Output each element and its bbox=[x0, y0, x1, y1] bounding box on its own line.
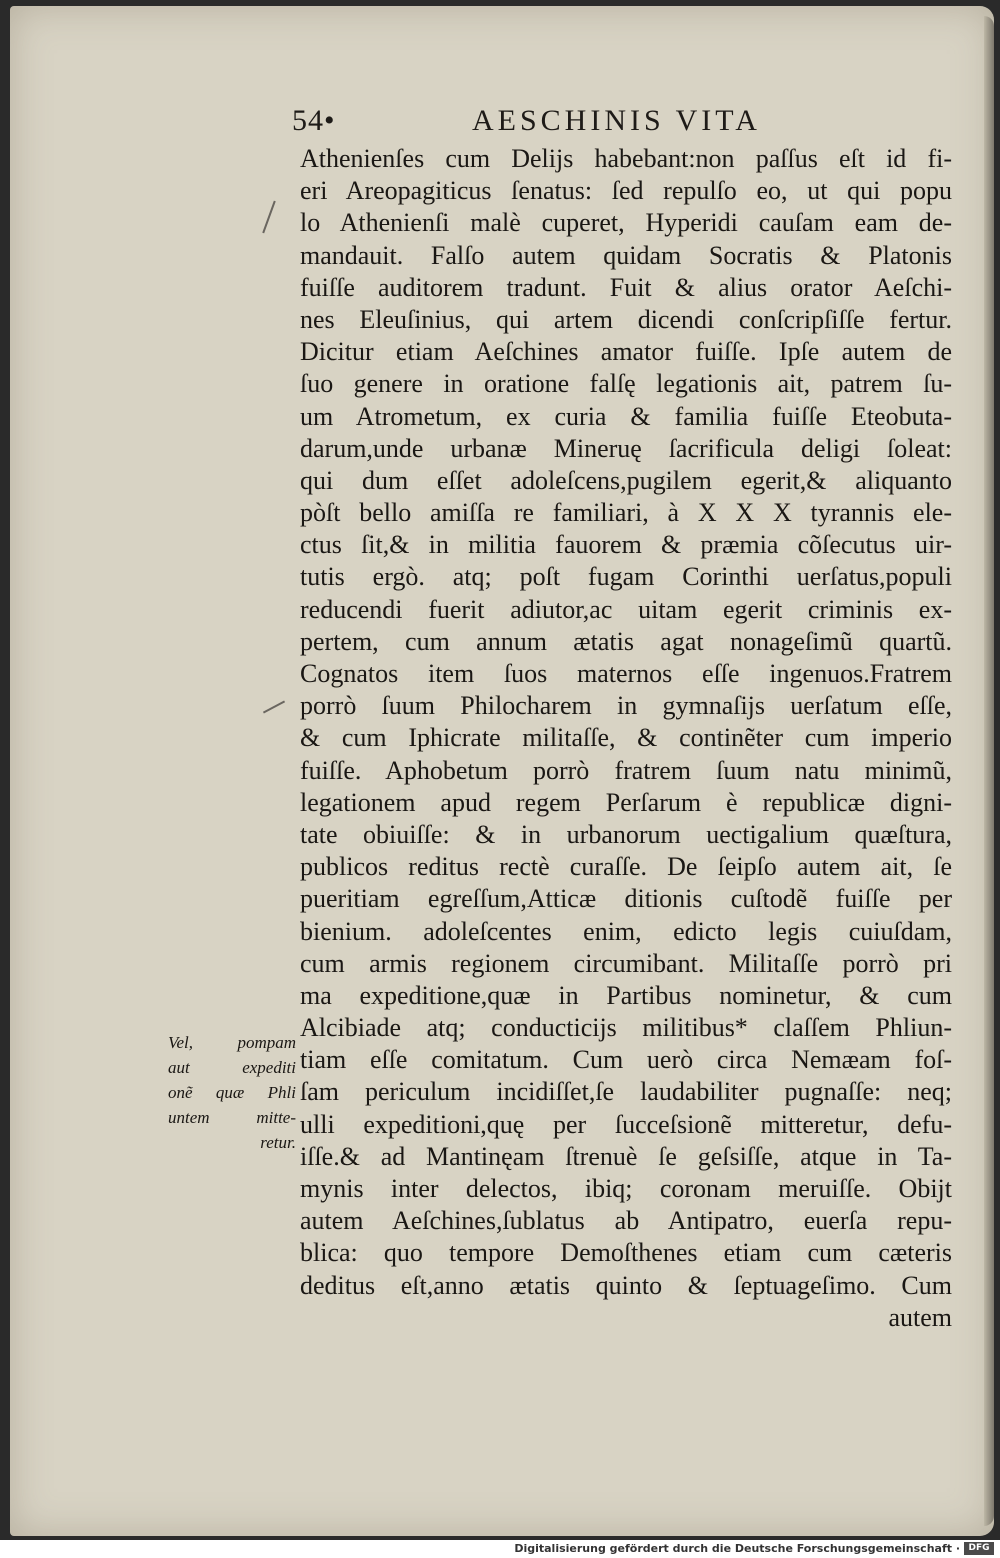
text-line: autem Aeſchines,ſublatus ab Antipatro, euerſa repu- bbox=[300, 1206, 952, 1236]
text-line: mandauit. Falſo autem quidam Socratis & Platonis bbox=[300, 240, 952, 270]
running-title: AESCHINIS VITA bbox=[472, 104, 761, 137]
text-line: ulli expeditioni,quę per ſucceſsionẽ mitteretur, defu- bbox=[300, 1109, 952, 1139]
text-line: ma expeditione,quæ in Partibus nominetur, & cum bbox=[300, 980, 952, 1010]
marginal-note-line: Vel, pompam bbox=[168, 1033, 296, 1052]
text-line: nes Eleuſinius, qui artem dicendi conſcripſiſſe fertur. bbox=[300, 304, 952, 334]
text-line: tiam eſſe comitatum. Cum uerò circa Nemæam foſ- bbox=[300, 1045, 952, 1075]
text-line: Athenienſes cum Delijs habebant:non paſſus eſt id fi- bbox=[300, 144, 952, 173]
text-line: porrò ſuum Philocharem in gymnaſijs uerſatum eſſe, bbox=[300, 691, 952, 721]
text-line: iſſe.& ad Mantinęam ſtrenuè ſe geſsiſſe, atque in Ta- bbox=[300, 1141, 952, 1171]
text-line: pueritiam egreſſum,Atticæ ditionis cuſtodẽ fuiſſe per bbox=[300, 884, 952, 914]
text-line: publicos reditus rectè curaſſe. De ſeipſo autem ait, ſe bbox=[300, 852, 952, 882]
marginal-note-line: aut expediti bbox=[168, 1058, 296, 1077]
digitization-footer bbox=[0, 1540, 1000, 1558]
text-line: fuiſſe. Aphobetum porrò fratrem ſuum natu minimũ, bbox=[300, 755, 952, 785]
dfg-logo: DFG bbox=[964, 1542, 994, 1555]
text-line: reducendi fuerit adiutor,ac uitam egerit criminis ex- bbox=[300, 594, 952, 624]
text-line: Dicitur etiam Aeſchines amator fuiſſe. Ipſe autem de bbox=[300, 337, 952, 367]
text-line: ſuo genere in oratione falſę legationis ait, patrem ſu- bbox=[300, 369, 952, 399]
text-line: um Atrometum, ex curia & familia fuiſſe Eteobuta- bbox=[300, 401, 952, 431]
page-number: 54• bbox=[292, 104, 336, 137]
marginal-note-line: retur. bbox=[260, 1133, 296, 1152]
text-line: cum armis regionem circumibant. Militaſſe porrò pri bbox=[300, 948, 952, 978]
text-line: legationem apud regem Perſarum è republicæ digni- bbox=[300, 787, 952, 817]
text-line: ctus ſit,& in militia fauorem & præmia cõſecutus uir- bbox=[300, 530, 952, 560]
page-edge bbox=[984, 16, 994, 1526]
text-line: eri Areopagiticus ſenatus: ſed repulſo eo, ut qui popu bbox=[300, 176, 952, 206]
text-line: Alcibiade atq; conducticijs militibus* claſſem Phliun- bbox=[300, 1013, 952, 1043]
text-line: mynis inter delectos, ibiq; coronam meruiſſe. Obijt bbox=[300, 1174, 952, 1203]
text-line: deditus eſt,anno ætatis quinto & ſeptuageſimo. Cum bbox=[300, 1270, 952, 1300]
text-line: Cognatos item ſuos maternos eſſe ingenuos.Fratrem bbox=[300, 659, 952, 688]
marginal-note-line: onẽ quæ Phli bbox=[168, 1083, 296, 1102]
text-line: blica: quo tempore Demoſthenes etiam cum cæteris bbox=[300, 1238, 952, 1268]
marginal-note-line: untem mitte- bbox=[168, 1108, 296, 1127]
funding-credit: Digitalisierung gefördert durch die Deutsche Forschungsgemeinschaft · bbox=[514, 1542, 960, 1555]
catchword: autem bbox=[888, 1302, 952, 1332]
text-line: darum,unde urbanæ Mineruę ſacrificula deligi ſoleat: bbox=[300, 433, 952, 463]
text-line: fuiſſe auditorem tradunt. Fuit & alius orator Aeſchi- bbox=[300, 272, 952, 302]
marginal-note bbox=[168, 1030, 296, 1155]
body-text bbox=[300, 143, 952, 1334]
text-line: & cum Iphicrate militaſſe, & continẽter cum imperio bbox=[300, 723, 952, 753]
text-line: lo Athenienſi malè cuperet, Hyperidi cauſam eam de- bbox=[300, 208, 952, 238]
text-line: pertem, cum annum ætatis agat nonageſimũ quartũ. bbox=[300, 626, 952, 656]
running-head bbox=[292, 104, 832, 144]
text-line: tate obiuiſſe: & in urbanorum uectigalium quæſtura, bbox=[300, 819, 952, 849]
text-line: tutis ergò. atq; poſt fugam Corinthi uerſatus,populi bbox=[300, 562, 952, 592]
text-line: pòſt bello amiſſa re familiari, à X X X tyrannis ele- bbox=[300, 498, 952, 528]
text-line: bienium. adoleſcentes enim, edicto legis cuiuſdam, bbox=[300, 916, 952, 946]
text-line: qui dum eſſet adoleſcens,pugilem egerit,& aliquanto bbox=[300, 465, 952, 495]
text-line: ſam periculum incidiſſet,ſe laudabiliter pugnaſſe: neq; bbox=[300, 1077, 952, 1107]
